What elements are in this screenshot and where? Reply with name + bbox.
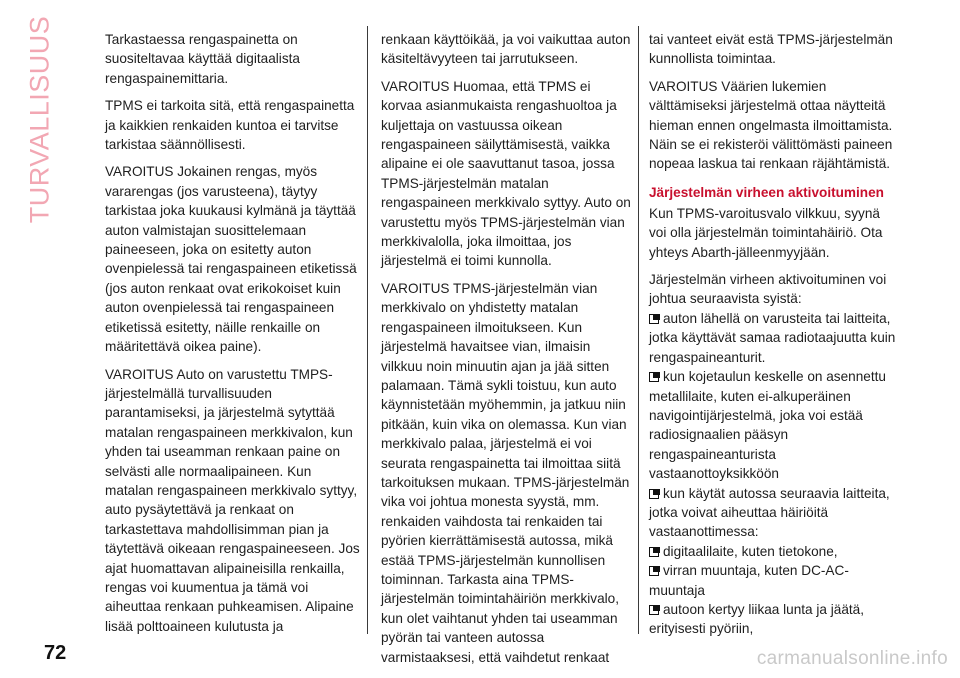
warning-paragraph: VAROITUS Huomaa, että TPMS ei korvaa asianmukaista rengashuoltoa ja kuljettaja on vastuussa oikean rengaspaineen säilyttämisestä, vaikka alipaine ei ole saavuttanut tasoa, jossa TPMS-järjestelmän matalan rengaspaineen merkkivalo syttyy. Auto on varustettu myös TPMS-järjestelmän vian merkkivalolla, joka ilmoittaa, jos järjestelmä ei toimi kunnolla. [381, 78, 631, 269]
paragraph: Kun TPMS-varoitusvalo vilkkuu, syynä voi olla järjestelmän toimintahäiriö. Ota yhteys Abarth-jälleenmyyjään. [649, 205, 883, 260]
text-column-2 [381, 30, 633, 675]
warning-paragraph: VAROITUS TPMS-järjestelmän vian merkkivalo on yhdistetty matalan rengaspaineen ilmoitukseen. Kun järjestelmä havaitsee vian, ilmaisin vilkkuu noin minuutin ajan ja jää sitten palamaan. Tämä sykli toistuu, kun auto käynnistetään myöhemmin, ja jatkuu niin pitkään, kuin vika on olemassa. Kun vian merkkivalo palaa, järjestelmä ei voi seurata rengaspainetta tai ilmoittaa siitä tarkoituksen mukaan. TPMS-järjestelmän vika voi johtua monesta syystä, mm. renkaiden vaihdosta tai renkaiden tai pyörien kierrättämisestä autossa, mikä estää TPMS-järjestelmän kunnollisen toiminnan. Tarkasta aina TPMS-järjestelmän toimintahäiriön merkkivalo, kun olet vaihtanut yhden tai useamman pyörän tai vanteen autossa varmistaaksesi, että vaihdetut renkaat [381, 280, 630, 665]
column-divider-2 [638, 26, 639, 634]
bullet-icon [649, 547, 660, 557]
bullet-icon [649, 605, 660, 615]
paragraph: Tarkastaessa rengaspainetta on suositeltavaa käyttää digitaalista rengaspainemittaria. [105, 32, 300, 86]
list-item: auton lähellä on varusteita tai laitteita, jotka käyttävät samaa radiotaajuutta kuin rengaspaineanturit. [649, 310, 896, 365]
warning-paragraph: VAROITUS Jokainen rengas, myös vararengas (jos varusteena), täytyy tarkistaa joka kuukausi kylmänä ja täyttää auton valmistajan suosittelemaan paineeseen, joka on esitetty auton ovenpielessä tai rengaspaineen etiketissä (jos auton renkaat ovat erikokoiset kuin auton ovenpielessä tai rengaspaineen etiketissä esitetty, näille renkaille on määritettävä oikea paine). [105, 164, 357, 355]
list-item: kun käytät autossa seuraavia laitteita, jotka voivat aiheuttaa häiriöitä vastaanottimessa: [649, 485, 890, 540]
section-title: TURVALLISUUS [24, 15, 55, 223]
paragraph: Järjestelmän virheen aktivoituminen voi johtua seuraavista syistä: [649, 272, 887, 307]
list-item: kun kojetaulun keskelle on asennettu metallilaite, kuten ei-alkuperäinen navigointijärjestelmä, joka voi estää radiosignaalien pääsyn rengaspaineanturista vastaanottoyksikköön [649, 369, 886, 482]
bullet-icon [649, 372, 660, 382]
paragraph: tai vanteet eivät estä TPMS-järjestelmän kunnollista toimintaa. [649, 32, 893, 67]
paragraph: renkaan käyttöikää, ja voi vaikuttaa auton käsiteltävyyteen tai jarrutukseen. [381, 32, 631, 67]
column-divider-1 [367, 26, 368, 634]
bullet-icon [649, 314, 660, 324]
list-item: autoon kertyy liikaa lunta ja jäätä, erityisesti pyöriin, [649, 601, 865, 637]
bullet-icon [649, 566, 660, 576]
section-heading: Järjestelmän virheen aktivoituminen [649, 184, 884, 200]
text-column-3 [649, 30, 901, 639]
bullet-list [649, 309, 901, 639]
list-item: digitaalilaite, kuten tietokone, [649, 542, 901, 561]
page-number: 72 [44, 642, 67, 664]
section-side-label [20, 15, 60, 223]
warning-paragraph: VAROITUS Auto on varustettu TMPS-järjestelmällä turvallisuuden parantamiseksi, ja järjestelmä sytyttää matalan rengaspaineen merkkivalon, kun yhden tai useamman renkaan paine on selvästi alle normaalipaineen. Kun matalan rengaspaineen merkkivalo syttyy, auto pysäytettävä ja renkaat on tarkastettava mahdollisimman pian ja täytettävä oikeaan rengaspaineeseen. Jos ajat huomattavan alipaineisilla renkailla, rengas voi kuumentua ja tämä voi aiheuttaa renkaan puhkeamisen. Alipaine lisää polttoaineen kulutusta ja [105, 366, 360, 634]
paragraph: TPMS ei tarkoita sitä, että rengaspainetta ja kaikkien renkaiden kuntoa ei tarvitse tarkistaa säännöllisesti. [105, 98, 355, 153]
bullet-icon [649, 489, 660, 499]
list-item: virran muuntaja, kuten DC-AC-muuntaja [649, 563, 849, 598]
text-column-1 [105, 30, 363, 644]
watermark: carmanualsonline.info [756, 648, 948, 669]
warning-paragraph: VAROITUS Väärien lukemien välttämiseksi järjestelmä ottaa näytteitä hieman ennen ongelmasta ilmoittamista. Näin se ei rekisteröi välittömästi paineen nopeaa laskua tai renkaan räjähtämistä. [649, 78, 893, 172]
